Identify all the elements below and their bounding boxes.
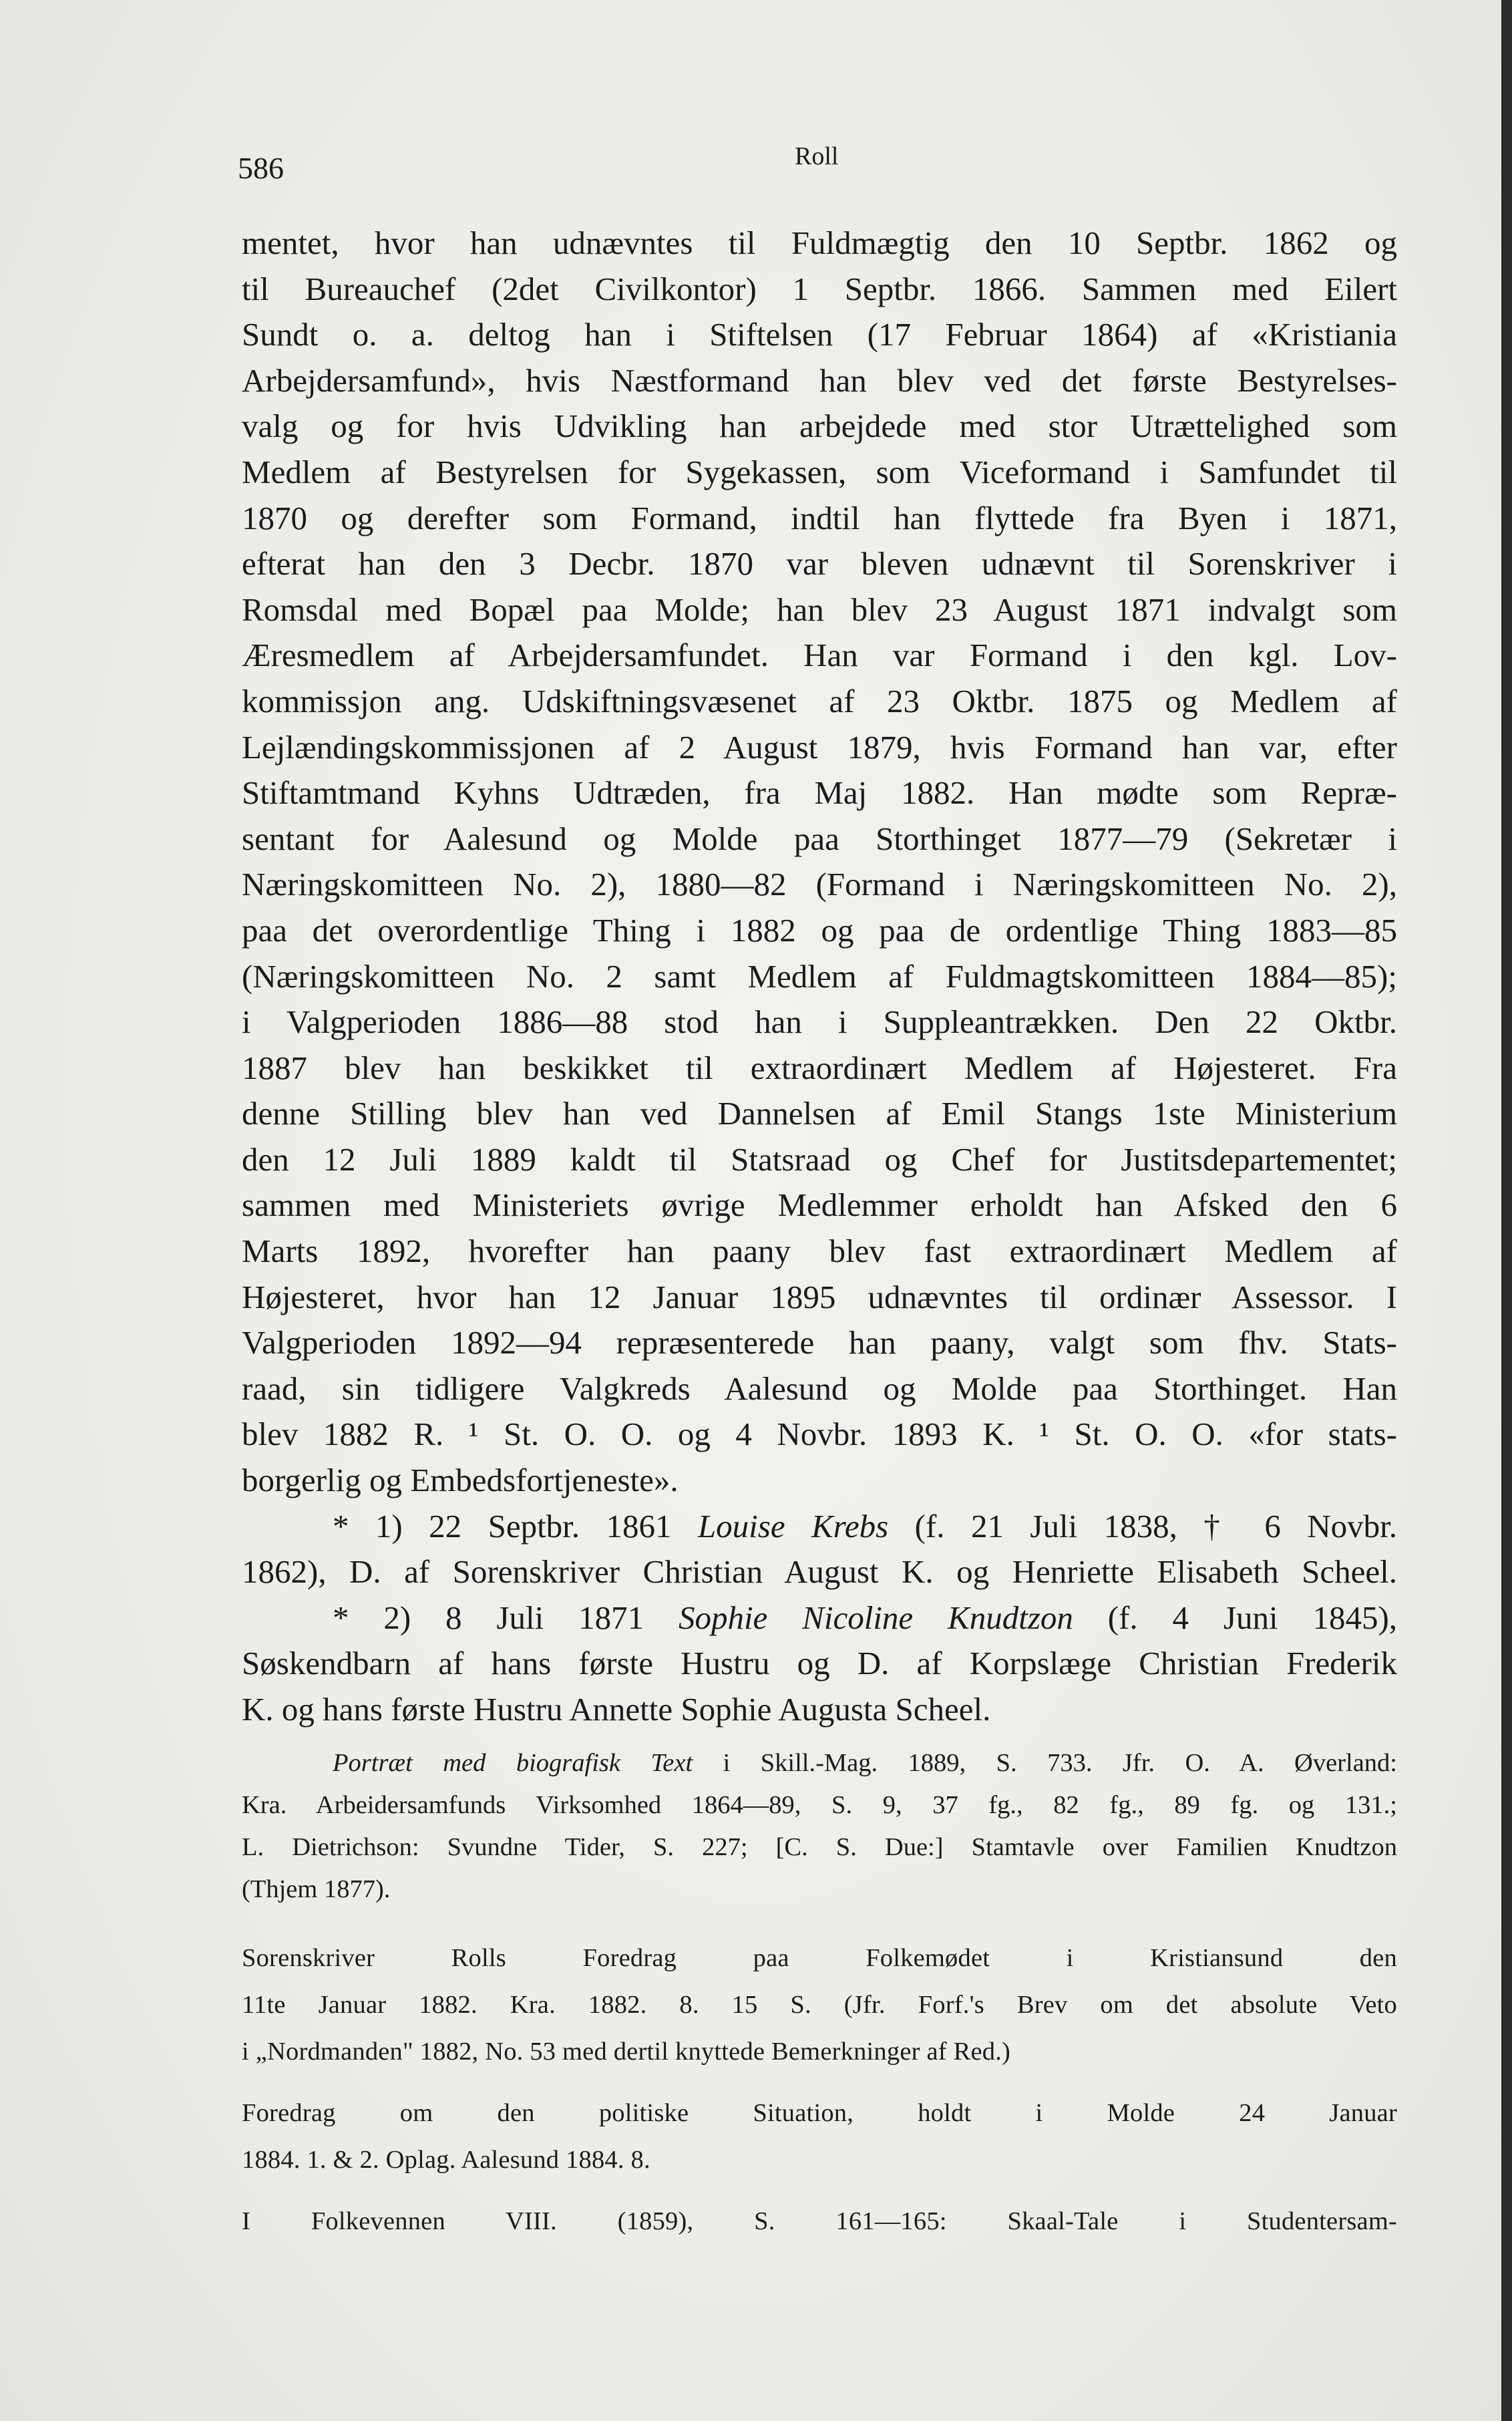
bibliography-line: (Thjem 1877). [242, 1875, 391, 1903]
text-line: Romsdal med Bopæl paa Molde; han blev 23 August 1871 indvalgt som [242, 591, 1397, 628]
marriage-2-prefix: * 2) 8 Juli 1871 [333, 1599, 679, 1636]
text-line: efterat han den 3 Decbr. 1870 var bleven udnævnt til Sorenskriver i [242, 545, 1397, 583]
text-line: sammen med Ministeriets øvrige Medlemmer erholdt han Afsked den 6 [242, 1186, 1397, 1224]
text-line: 1862), D. af Sorenskriver Christian August K. og Henriette Elisabeth Scheel. [242, 1553, 1397, 1591]
text-line: borgerlig og Embedsfortjeneste». [242, 1462, 679, 1499]
bibliography [242, 1742, 1397, 1911]
marriage-1-prefix: * 1) 22 Septbr. 1861 [333, 1507, 698, 1545]
works-list [242, 1935, 1397, 2245]
text-line: Højesteret, hvor han 12 Januar 1895 udnævntes til ordinær Assessor. I [242, 1278, 1397, 1315]
text-line: Marts 1892, hvorefter han paany blev fast extraordinært Medlem af [242, 1233, 1397, 1270]
text-line: paa det overordentlige Thing i 1882 og paa de ordentlige Thing 1883—85 [242, 911, 1397, 949]
text-line: kommissjon ang. Udskiftningsvæsenet af 23 Oktbr. 1875 og Medlem af [242, 682, 1397, 719]
text-line: mentet, hvor han udnævntes til Fuldmægtig den 10 Septbr. 1862 og [242, 224, 1397, 261]
bibliography-lead: Portræt med biografisk Text [333, 1749, 693, 1777]
bibliography-rest: i Skill.-Mag. 1889, S. 733. Jfr. O. A. Øverland: [693, 1749, 1397, 1777]
text-line: blev 1882 R. ¹ St. O. O. og 4 Novbr. 1893 K. ¹ St. O. O. «for stats- [242, 1416, 1397, 1453]
spouse-1-name: Louise Krebs [697, 1507, 889, 1545]
work-line: I Folkevennen VIII. (1859), S. 161—165: Skaal-Tale i Studentersam- [242, 2207, 1397, 2235]
biography-text [242, 220, 1397, 1733]
running-head: Roll [795, 142, 839, 170]
marriage-1-line [242, 1504, 1397, 1550]
text-line: i Valgperioden 1886—88 stod han i Suppleantrækken. Den 22 Oktbr. [242, 1003, 1397, 1041]
text-line: Arbejdersamfund», hvis Næstformand han blev ved det første Bestyrelses- [242, 361, 1397, 399]
text-line: raad, sin tidligere Valgkreds Aalesund og Molde paa Storthinget. Han [242, 1369, 1397, 1407]
text-line: Medlem af Bestyrelsen for Sygekassen, som Viceformand i Samfundet til [242, 453, 1397, 490]
text-line: Næringskomitteen No. 2), 1880—82 (Formand i Næringskomitteen No. 2), [242, 866, 1397, 903]
text-line: den 12 Juli 1889 kaldt til Statsraad og Chef for Justitsdepartementet; [242, 1140, 1397, 1178]
text-line: sentant for Aalesund og Molde paa Storthinget 1877—79 (Sekretær i [242, 820, 1397, 857]
text-line: K. og hans første Hustru Annette Sophie Augusta Scheel. [242, 1691, 991, 1728]
work-line: Sorenskriver Rolls Foredrag paa Folkemødet i Kristiansund den [242, 1944, 1397, 1972]
text-line: (Næringskomitteen No. 2 samt Medlem af Fuldmagtskomitteen 1884—85); [242, 957, 1397, 995]
text-line: Sundt o. a. deltog han i Stiftelsen (17 Februar 1864) af «Kristiania [242, 316, 1397, 353]
work-line: Foredrag om den politiske Situation, holdt i Molde 24 Januar [242, 2099, 1397, 2127]
spouse-2-name: Sophie Nicoline Knudtzon [678, 1599, 1073, 1636]
marriage-2-rest: (f. 4 Juni 1845), [1073, 1599, 1398, 1636]
text-line: 1887 blev han beskikket til extraordinært Medlem af Højesteret. Fra [242, 1049, 1397, 1086]
bibliography-line: L. Dietrichson: Svundne Tider, S. 227; [C. S. Due:] Stamtavle over Familien Knudtzon [242, 1833, 1397, 1861]
book-spine-edge [1501, 0, 1512, 2421]
work-line: 1884. 1. & 2. Oplag. Aalesund 1884. 8. [242, 2146, 650, 2174]
work-line: i „Nordmanden" 1882, No. 53 med dertil knyttede Bemerkninger af Red.) [242, 2038, 1011, 2066]
text-line: Stiftamtmand Kyhns Udtræden, fra Maj 1882. Han mødte som Repræ- [242, 774, 1397, 812]
text-line: Søskendbarn af hans første Hustru og D. af Korpslæge Christian Frederik [242, 1645, 1397, 1682]
text-line: Lejlændingskommissjonen af 2 August 1879, hvis Formand han var, efter [242, 728, 1397, 766]
bibliography-line [242, 1742, 1397, 1784]
text-line: denne Stilling blev han ved Dannelsen af Emil Stangs 1ste Ministerium [242, 1095, 1397, 1132]
marriage-1-rest: (f. 21 Juli 1838, † 6 Novbr. [888, 1507, 1398, 1545]
work-line: 11te Januar 1882. Kra. 1882. 8. 15 S. (Jfr. Forf.'s Brev om det absolute Veto [242, 1991, 1397, 2019]
text-line: Æresmedlem af Arbejdersamfundet. Han var Formand i den kgl. Lov- [242, 637, 1397, 674]
text-line: Valgperioden 1892—94 repræsenterede han paany, valgt som fhv. Stats- [242, 1324, 1397, 1361]
page-number: 586 [238, 151, 284, 185]
text-line: 1870 og derefter som Formand, indtil han flyttede fra Byen i 1871, [242, 499, 1397, 536]
text-line: til Bureauchef (2det Civilkontor) 1 Septbr. 1866. Sammen med Eilert [242, 270, 1397, 307]
marriage-2-line [242, 1595, 1397, 1641]
text-line: valg og for hvis Udvikling han arbejdede med stor Utrættelighed som [242, 408, 1397, 445]
bibliography-line: Kra. Arbeidersamfunds Virksomhed 1864—89, S. 9, 37 fg., 82 fg., 89 fg. og 131.; [242, 1791, 1397, 1819]
